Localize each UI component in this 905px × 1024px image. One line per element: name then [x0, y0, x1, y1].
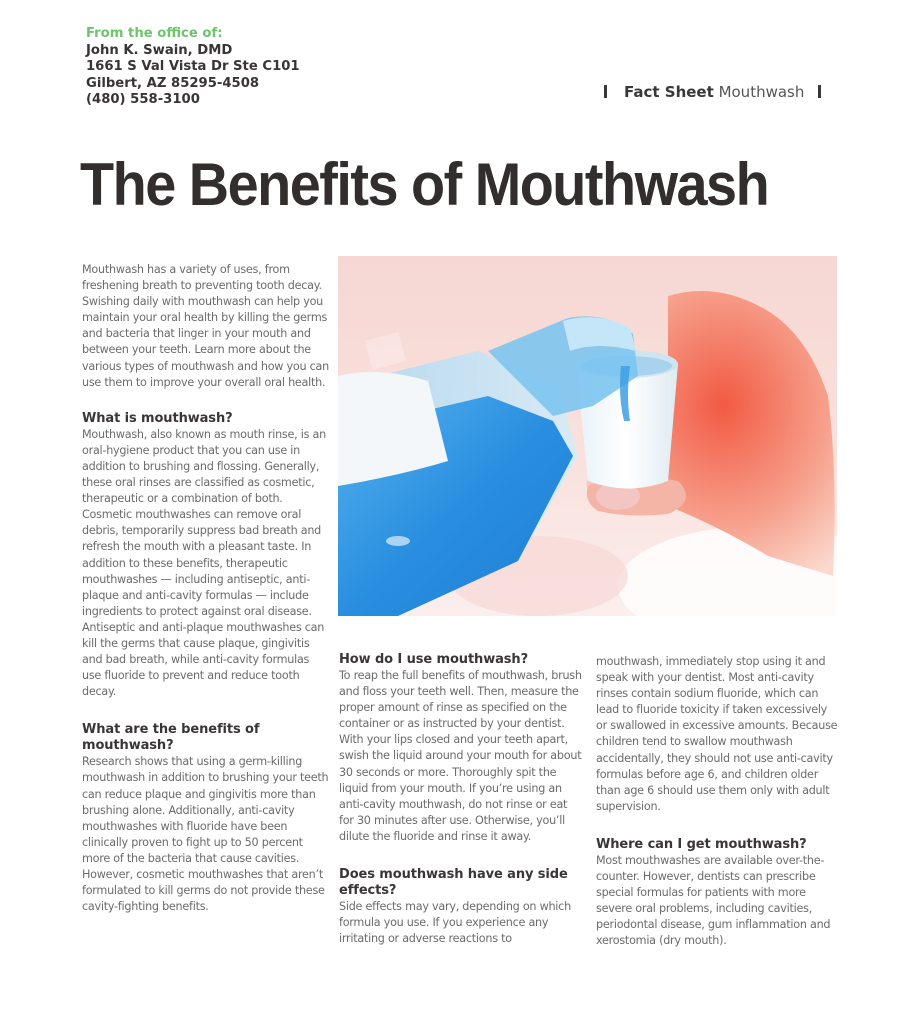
section-heading-what-is: What is mouthwash?: [82, 410, 233, 426]
column-left: [82, 262, 330, 915]
from-office-label: From the office of:: [86, 26, 223, 41]
column-right: [596, 654, 841, 950]
fact-sheet-text: Fact Sheet: [624, 83, 714, 101]
mouthwash-pour-illustration: [338, 256, 837, 616]
intro-paragraph: Mouthwash has a variety of uses, from freshening breath to preventing tooth decay. Swishing daily with mouthwash can help you maintain your oral health by killing the germs and bacteria that linger in your mouth and between your teeth. Learn more about the various types of mouthwash and how you can use them to improve your overall oral health.: [82, 263, 329, 389]
office-info: [86, 26, 300, 109]
column-middle: [339, 652, 585, 947]
phone-number: (480) 558-3100: [86, 92, 200, 107]
address-line-2: Gilbert, AZ 85295-4508: [86, 75, 260, 91]
divider-bar-left: [604, 85, 607, 98]
page-title: The Benefits of Mouthwash: [80, 151, 769, 218]
mouthwash-photo: [338, 256, 837, 616]
section-body-what-is: Mouthwash, also known as mouth rinse, is an oral-hygiene product that you can use in addition to brushing and flossing. Generally, these oral rinses are classified as cosmetic, therapeutic or a combination of both. Cosmetic mouthwashes can remove oral debris, temporarily suppress bad breath and refresh the mouth with a pleasant taste. In addition to these benefits, therapeutic mouthwashes — including antiseptic, anti-plaque and anti-cavity formulas — include ingredients to protect against oral disease. Antiseptic and anti-plaque mouthwashes can kill the germs that cause plaque, gingivitis and bad breath, while anti-cavity formulas use fluoride to prevent and reduce tooth decay.: [82, 427, 326, 699]
section-heading-benefits: What are the benefits of mouthwash?: [82, 722, 260, 754]
section-body-how-to-use: To reap the full benefits of mouthwash, brush and floss your teeth well. Then, measure the proper amount of rinse as specified on the container or as instructed by your dentist. With your lips closed and your teeth apart, swish the liquid around your mouth for about 30 seconds or more. Thoroughly spit the liquid from your mouth. If you’re using an anti-cavity mouthwash, do not rinse or eat for 30 minutes after use. Otherwise, you’ll dilute the fluoride and rinse it away.: [339, 669, 582, 843]
section-heading-side-effects: Does mouthwash have any side effects?: [339, 867, 568, 899]
dentist-name: John K. Swain, DMD: [86, 42, 233, 58]
section-heading-where-to-get: Where can I get mouthwash?: [596, 836, 807, 852]
section-heading-how-to-use: How do I use mouthwash?: [339, 652, 529, 667]
address-line-1: 1661 S Val Vista Dr Ste C101: [86, 59, 300, 74]
section-body-where-to-get: Most mouthwashes are available over-the-counter. However, dentists can prescribe special formulas for patients with more severe oral problems, including cavities, periodontal disease, gum inflammation and xerostomia (dry mouth).: [596, 853, 831, 948]
section-body-benefits: Research shows that using a germ-killing mouthwash in addition to brushing your teeth can reduce plaque and gingivitis more than brushing alone. Additionally, anti-cavity mouthwashes with fluoride have been clinically proven to fight up to 50 percent more of the bacteria that cause cavities. However, cosmetic mouthwashes that aren’t formulated to kill germs do not provide these cavity-fighting benefits.: [82, 755, 329, 914]
section-body-side-effects-part2: mouthwash, immediately stop using it and speak with your dentist. Most anti-cavity rinses contain sodium fluoride, which can lead to fluoride toxicity if taken excessively or swallowed in excessive amounts. Because children tend to swallow mouthwash accidentally, they should not use anti-cavity formulas before age 6, and children older than age 6 should use them only with adult supervision.: [596, 655, 838, 813]
divider-bar-right: [818, 85, 821, 98]
section-body-side-effects-part1: Side effects may vary, depending on which formula you use. If you experience any irritating or adverse reactions to: [339, 900, 571, 946]
fact-sheet-label: [604, 83, 821, 101]
fact-sheet-topic: Mouthwash: [718, 83, 805, 101]
